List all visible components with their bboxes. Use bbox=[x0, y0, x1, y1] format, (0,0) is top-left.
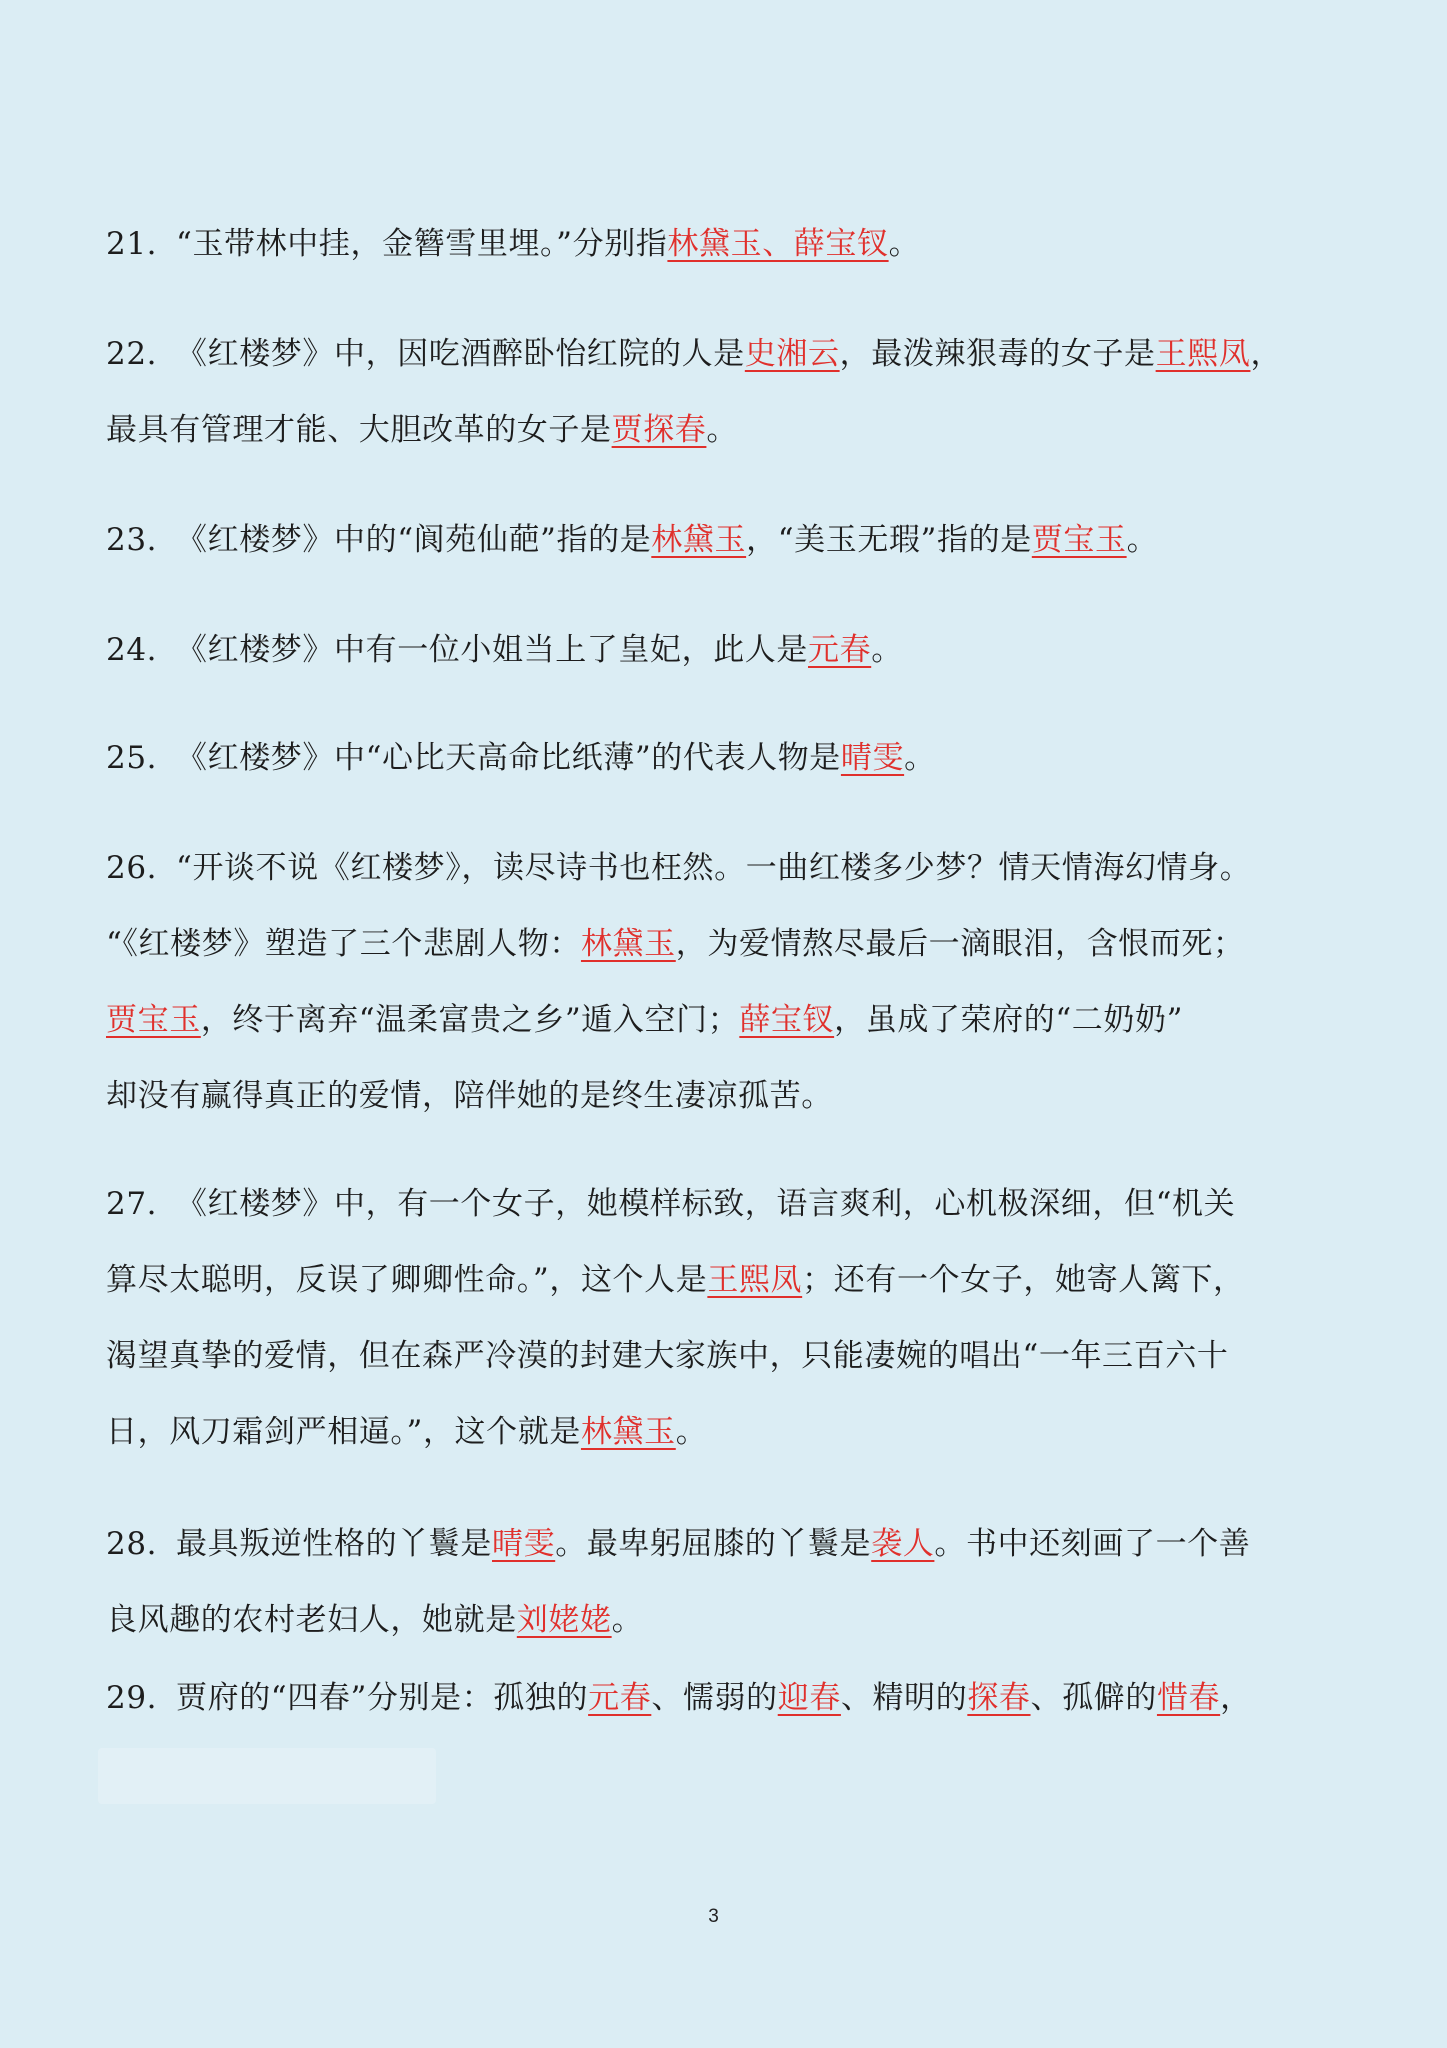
question-text: “玉带林中挂，金簪雪里埋。”分别指 bbox=[176, 226, 668, 262]
answer-text: 晴雯 bbox=[840, 740, 905, 776]
question-item bbox=[106, 502, 1356, 578]
question-text: 最具叛逆性格的丫鬟是 bbox=[176, 1526, 492, 1562]
question-text: 算尽太聪明，反误了卿卿性命。”，这个人是 bbox=[106, 1262, 708, 1298]
question-line bbox=[106, 830, 1356, 906]
question-line bbox=[106, 982, 1356, 1058]
question-number: 21. bbox=[106, 226, 158, 262]
question-text: 日，风刀霜剑严相逼。”，这个就是 bbox=[106, 1414, 581, 1450]
question-item bbox=[106, 1660, 1356, 1736]
question-number: 24. bbox=[106, 632, 158, 668]
question-line bbox=[106, 612, 1356, 688]
answer-text: 王熙凤 bbox=[1155, 336, 1251, 372]
answer-text: 薛宝钗 bbox=[739, 1002, 835, 1038]
question-line bbox=[106, 206, 1356, 282]
answer-text: 迎春 bbox=[777, 1680, 841, 1716]
answer-text: 袭人 bbox=[871, 1526, 935, 1562]
question-line bbox=[106, 502, 1356, 578]
question-item bbox=[106, 830, 1356, 1134]
question-text: ， bbox=[1250, 336, 1283, 372]
question-line bbox=[106, 1318, 1356, 1394]
question-text: 。 bbox=[706, 412, 739, 448]
question-text: 。 bbox=[888, 226, 921, 262]
question-text: ，虽成了荣府的“二奶奶” bbox=[834, 1002, 1184, 1038]
question-text: ， bbox=[1220, 1680, 1252, 1716]
question-text: 。 bbox=[871, 632, 903, 668]
answer-text: 林黛玉 bbox=[580, 1414, 676, 1450]
question-text: 《红楼梦》中“心比天高命比纸薄”的代表人物是 bbox=[176, 740, 841, 776]
question-text: 贾府的“四春”分别是：孤独的 bbox=[176, 1680, 589, 1716]
question-text: 。 bbox=[675, 1414, 708, 1450]
question-number: 26. bbox=[106, 850, 158, 886]
question-text: 良风趣的农村老妇人，她就是 bbox=[106, 1602, 517, 1638]
question-text: 、懦弱的 bbox=[651, 1680, 778, 1716]
question-text: ，“美玉无瑕”指的是 bbox=[746, 522, 1032, 558]
question-text: 《红楼梦》中有一位小姐当上了皇妃，此人是 bbox=[176, 632, 808, 668]
answer-text: 探春 bbox=[967, 1680, 1031, 1716]
question-number: 28. bbox=[106, 1526, 158, 1562]
question-line bbox=[106, 392, 1356, 468]
faint-blank-area bbox=[98, 1748, 436, 1804]
answer-text: 元春 bbox=[808, 632, 872, 668]
question-text: 。书中还刻画了一个善 bbox=[934, 1526, 1251, 1562]
question-line bbox=[106, 1058, 1356, 1134]
answer-text: 史湘云 bbox=[744, 336, 840, 372]
question-text: 、精明的 bbox=[840, 1680, 968, 1716]
answer-text: 贾探春 bbox=[611, 412, 707, 448]
question-number: 25. bbox=[106, 740, 158, 776]
question-number: 22. bbox=[106, 336, 158, 372]
question-text: 《红楼梦》中，因吃酒醉卧怡红院的人是 bbox=[176, 336, 745, 372]
question-text: 却没有赢得真正的爱情，陪伴她的是终生凄凉孤苦。 bbox=[106, 1078, 833, 1114]
question-item bbox=[106, 316, 1356, 468]
page-number: 3 bbox=[708, 1906, 719, 1927]
question-line bbox=[106, 1394, 1356, 1470]
answer-text: 刘姥姥 bbox=[516, 1602, 612, 1638]
question-number: 27. bbox=[106, 1186, 158, 1222]
question-item bbox=[106, 206, 1356, 282]
question-number: 29. bbox=[106, 1680, 158, 1716]
answer-text: 晴雯 bbox=[492, 1526, 556, 1562]
question-item bbox=[106, 1506, 1356, 1658]
answer-text: 林黛玉 bbox=[651, 522, 747, 558]
question-text: 渴望真挚的爱情，但在森严冷漠的封建大家族中，只能凄婉的唱出“一年三百六十 bbox=[106, 1338, 1229, 1374]
question-text: 、孤僻的 bbox=[1030, 1680, 1157, 1716]
question-text: ，终于离弃“温柔富贵之乡”遁入空门； bbox=[200, 1002, 740, 1038]
question-text: 。最卑躬屈膝的丫鬟是 bbox=[555, 1526, 872, 1562]
question-text: “开谈不说《红楼梦》，读尽诗书也枉然。一曲红楼多少梦？情天情海幻情身。 bbox=[176, 850, 1252, 886]
question-text: ，为爱情熬尽最后一滴眼泪，含恨而死； bbox=[675, 926, 1245, 962]
question-text: 《红楼梦》中，有一个女子，她模样标致，语言爽利，心机极深细，但“机关 bbox=[176, 1186, 1236, 1222]
question-item bbox=[106, 1166, 1356, 1470]
answer-text: 贾宝玉 bbox=[106, 1002, 201, 1038]
answer-text: 王熙凤 bbox=[707, 1262, 803, 1298]
question-line bbox=[106, 1660, 1356, 1736]
answer-text: 林黛玉 bbox=[580, 926, 676, 962]
question-text: 《红楼梦》中的“阆苑仙葩”指的是 bbox=[176, 522, 652, 558]
question-text: 。 bbox=[904, 740, 936, 776]
question-item bbox=[106, 720, 1356, 796]
question-line bbox=[106, 316, 1356, 392]
question-item bbox=[106, 612, 1356, 688]
question-line bbox=[106, 1242, 1356, 1318]
answer-text: 惜春 bbox=[1156, 1680, 1221, 1716]
question-text: ；还有一个女子，她寄人篱下， bbox=[802, 1262, 1245, 1298]
question-line bbox=[106, 1582, 1356, 1658]
question-number: 23. bbox=[106, 522, 158, 558]
question-text: ，最泼辣狠毒的女子是 bbox=[839, 336, 1156, 372]
question-line bbox=[106, 1166, 1356, 1242]
question-text: 。 bbox=[1126, 522, 1159, 558]
answer-text: 贾宝玉 bbox=[1031, 522, 1127, 558]
question-line bbox=[106, 1506, 1356, 1582]
answer-text: 元春 bbox=[588, 1680, 652, 1716]
question-line bbox=[106, 906, 1356, 982]
question-text: 最具有管理才能、大胆改革的女子是 bbox=[106, 412, 612, 448]
question-text: “《红楼梦》塑造了三个悲剧人物： bbox=[106, 926, 581, 962]
answer-text: 林黛玉、薛宝钗 bbox=[667, 226, 889, 262]
question-text: 。 bbox=[611, 1602, 644, 1638]
question-line bbox=[106, 720, 1356, 796]
